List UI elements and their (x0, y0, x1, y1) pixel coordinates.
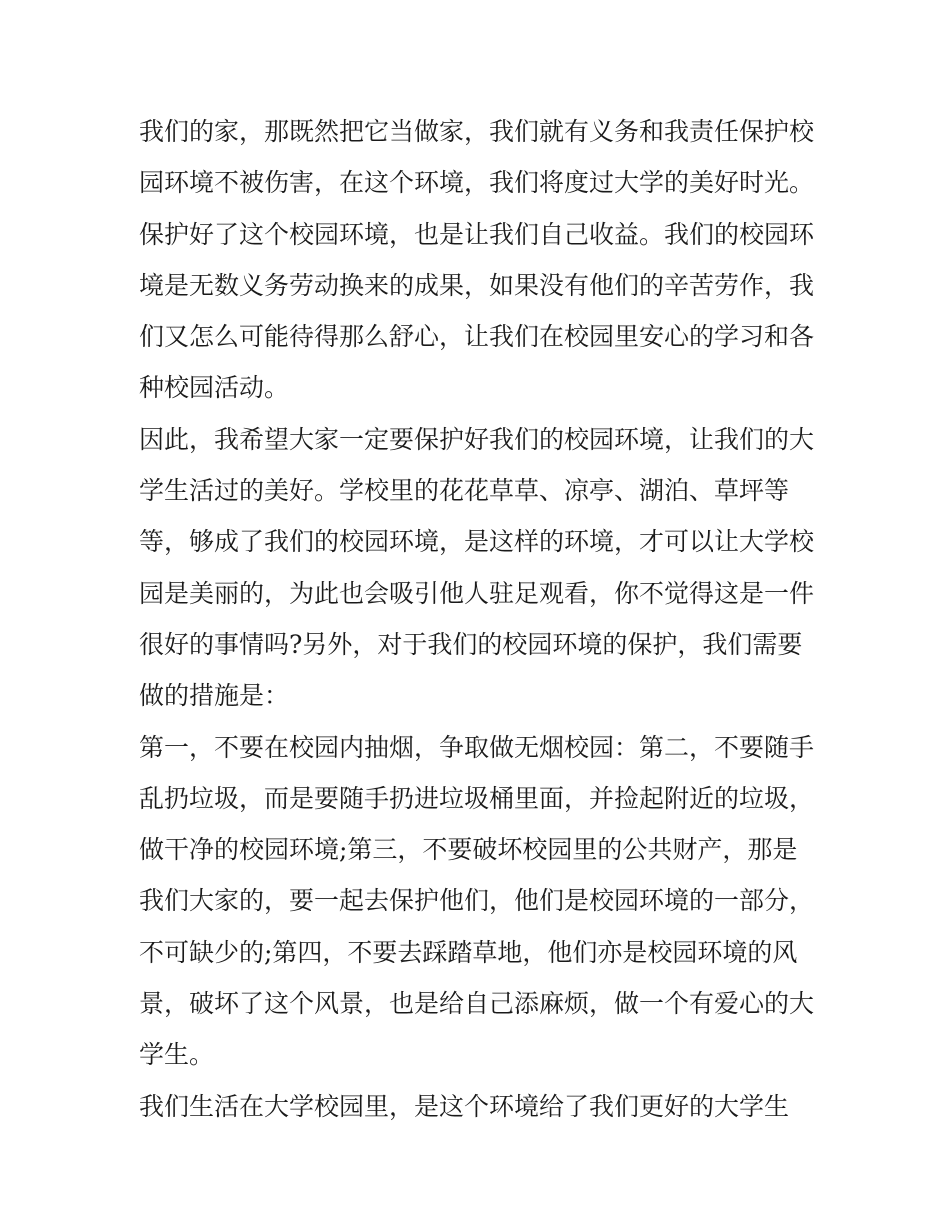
text-line: 学生活过的美好。学校里的花花草草、凉亭、湖泊、草坪等 (139, 476, 790, 506)
text-line: 第一，不要在校园内抽烟，争取做无烟校园：第二，不要随手 (139, 732, 815, 762)
text-line: 不可缺少的;第四，不要去踩踏草地，他们亦是校园环境的风 (139, 937, 798, 967)
text-line: 因此，我希望大家一定要保护好我们的校园环境，让我们的大 (139, 424, 815, 454)
text-line: 园环境不被伤害，在这个环境，我们将度过大学的美好时光。 (139, 168, 815, 198)
text-line: 做的措施是： (139, 681, 290, 711)
text-line: 保护好了这个校园环境，也是让我们自己收益。我们的校园环 (139, 219, 815, 249)
text-line: 我们生活在大学校园里，是这个环境给了我们更好的大学生 (139, 1091, 790, 1121)
body-text (139, 106, 829, 1132)
text-line: 们又怎么可能待得那么舒心，让我们在校园里安心的学习和各 (139, 322, 815, 352)
text-line: 等，够成了我们的校园环境，是这样的环境，才可以让大学校 (139, 527, 815, 557)
text-line: 很好的事情吗?另外，对于我们的校园环境的保护，我们需要 (139, 629, 803, 659)
text-line: 乱扔垃圾，而是要随手扔进垃圾桶里面，并捡起附近的垃圾， (139, 783, 815, 813)
text-line: 学生。 (139, 1040, 215, 1070)
text-line: 做干净的校园环境;第三，不要破坏校园里的公共财产，那是 (139, 835, 798, 865)
text-line: 园是美丽的，为此也会吸引他人驻足观看，你不觉得这是一件 (139, 578, 815, 608)
text-line: 我们的家，那既然把它当做家，我们就有义务和我责任保护校 (139, 117, 815, 146)
text-line: 景，破坏了这个风景，也是给自己添麻烦，做一个有爱心的大 (139, 989, 815, 1019)
text-line: 种校园活动。 (139, 373, 290, 403)
text-line: 境是无数义务劳动换来的成果，如果没有他们的辛苦劳作，我 (139, 270, 815, 300)
text-line: 我们大家的，要一起去保护他们，他们是校园环境的一部分， (139, 886, 815, 916)
